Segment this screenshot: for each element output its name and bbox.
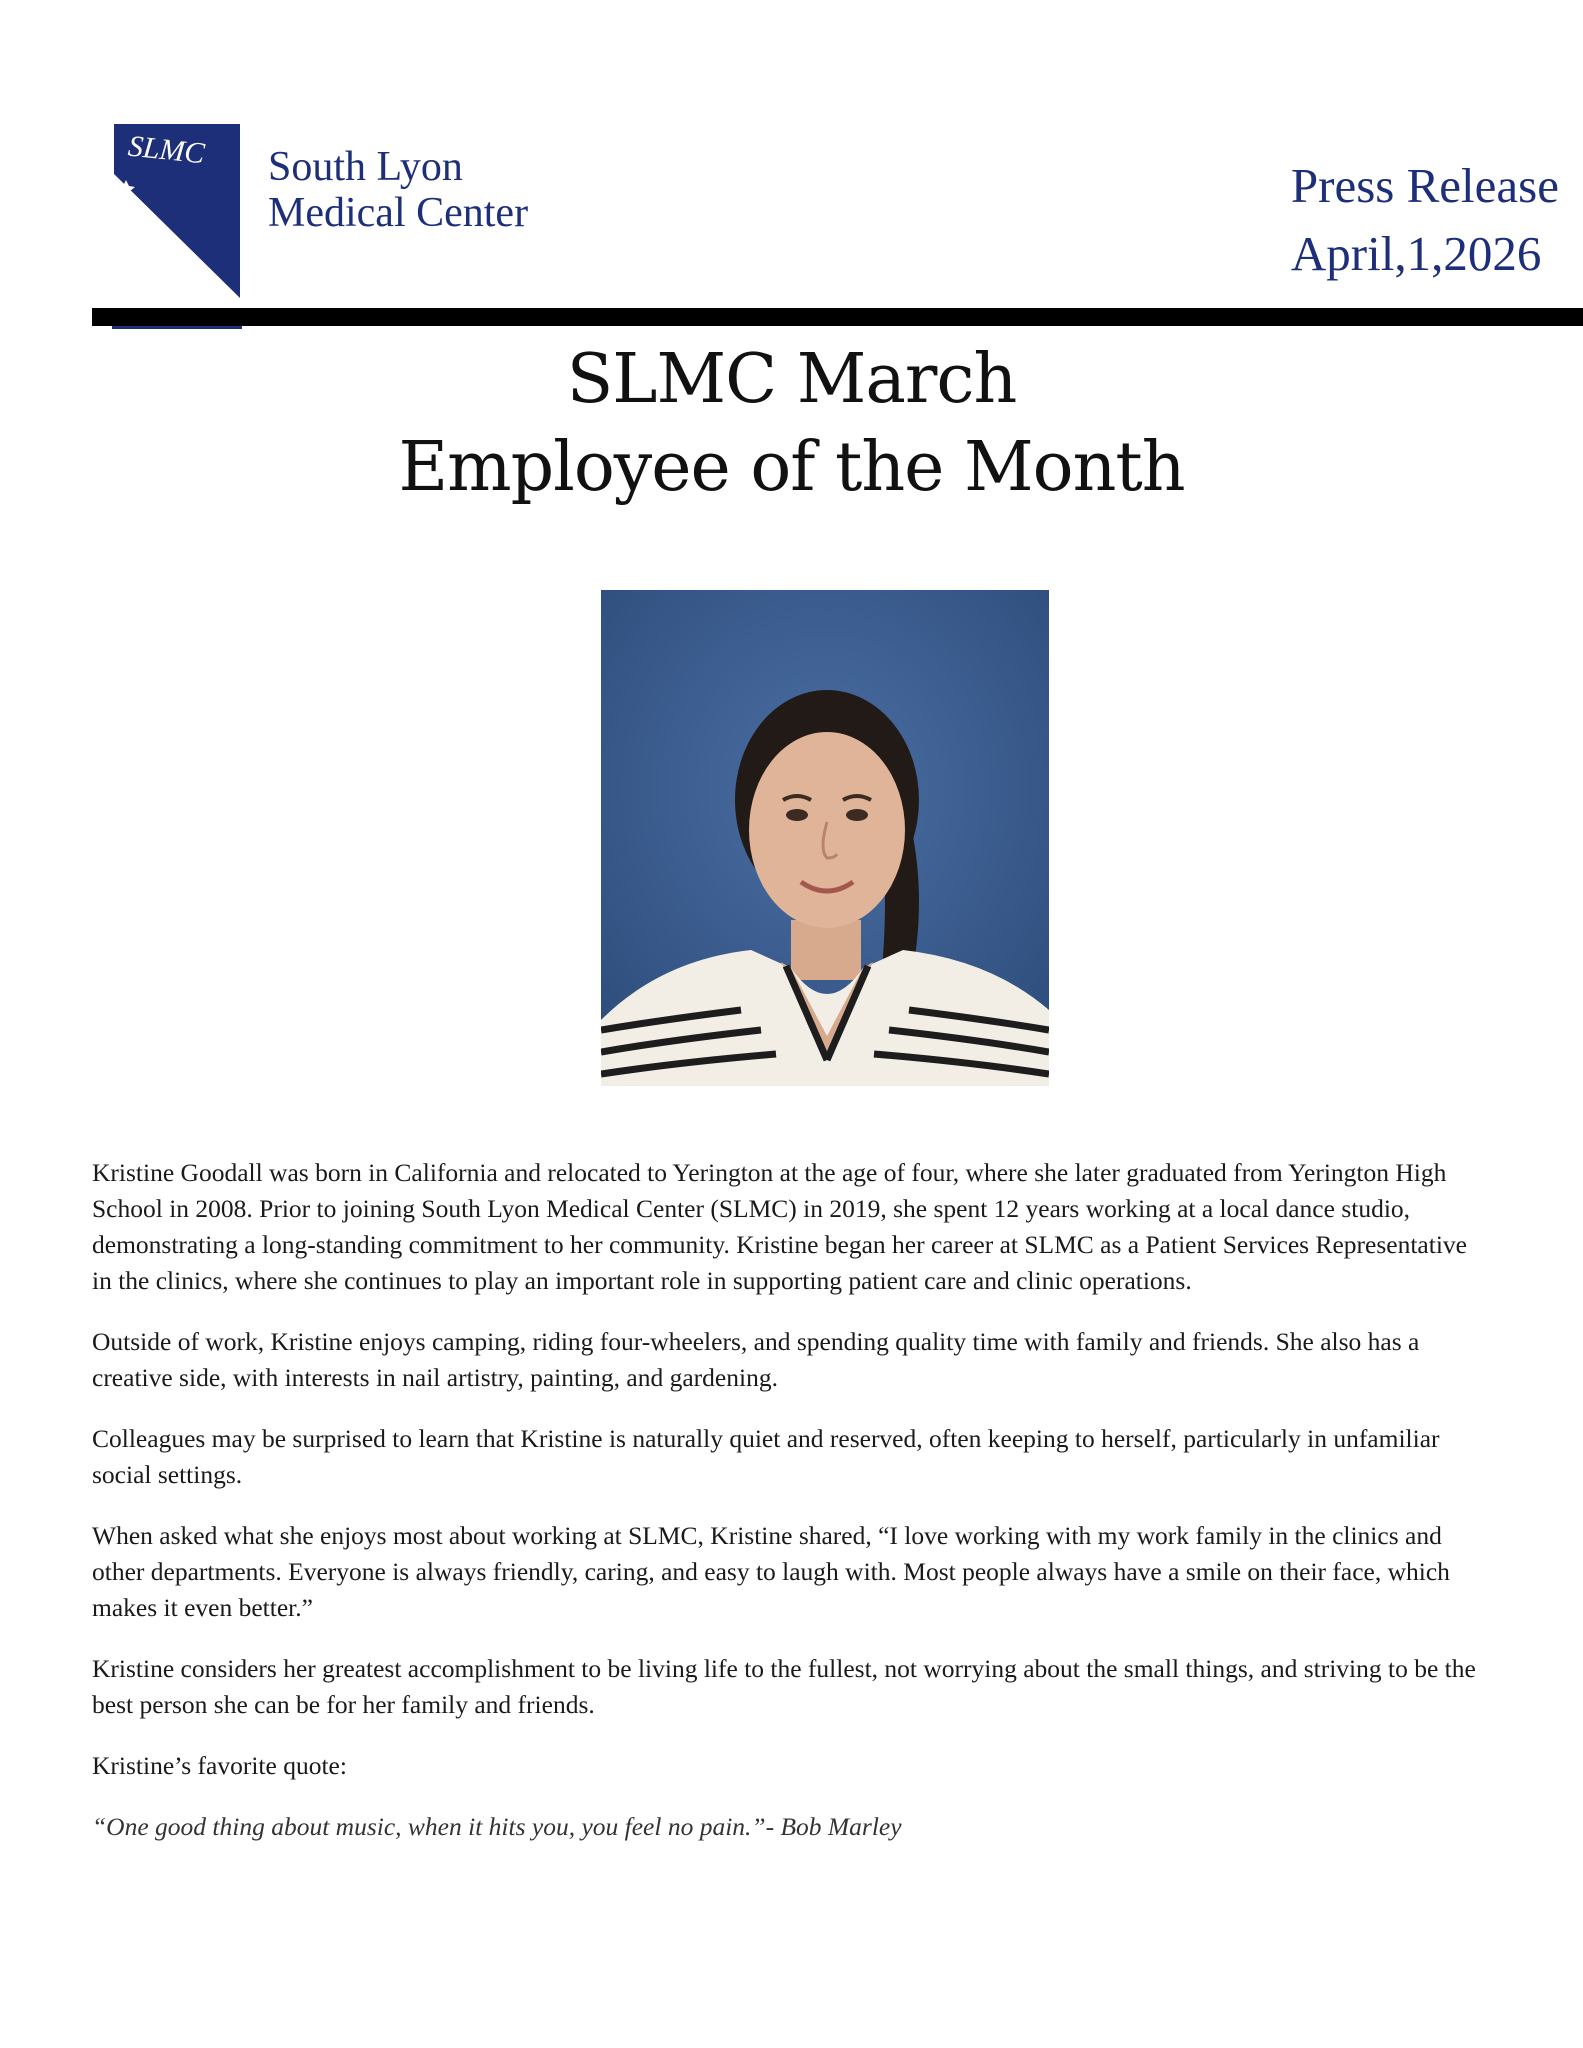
press-release-block [1291, 152, 1559, 288]
org-name-line2: Medical Center [268, 190, 529, 236]
article-body [92, 1155, 1492, 1870]
page-title-line1: SLMC March [566, 340, 1017, 419]
release-date: April,1,2026 [1290, 226, 1542, 281]
article-paragraph: Kristine Goodall was born in California and relocated to Yerington at the age of four, where she later graduated from Yerington High School in 2008. Prior to joining South Lyon Medical Center (SLMC) in 2019, she spent 12 years working at a local dance studio, demonstrating a long-standing commitment to her community. Kristine began her career at SLMC as a Patient Services Representative in the clinics, where she continues to play an important role in supporting patient care and clinic operations. [92, 1158, 1467, 1295]
favorite-quote: “One good thing about music, when it hits you, you feel no pain.”- Bob Marley [92, 1812, 902, 1841]
article-paragraph: Kristine considers her greatest accomplishment to be living life to the fullest, not worrying about the small things, and striving to be the best person she can be for her family and friends. [92, 1654, 1476, 1719]
article-paragraph: Outside of work, Kristine enjoys camping, riding four-wheelers, and spending quality time with family and friends. She also has a creative side, with interests in nail artistry, painting, and gardening. [92, 1327, 1420, 1392]
slmc-logo [112, 120, 242, 300]
header-divider-accent [112, 326, 242, 329]
press-release-label: Press Release [1290, 158, 1559, 213]
page-title [0, 336, 1583, 512]
org-name-line1: South Lyon [268, 144, 463, 190]
article-paragraph: When asked what she enjoys most about working at SLMC, Kristine shared, “I love working with my work family in the clinics and other departments. Everyone is always friendly, caring, and easy to laugh with. Most people always have a smile on their face, which makes it even better.” [92, 1521, 1450, 1622]
favorite-quote-label: Kristine’s favorite quote: [92, 1751, 347, 1780]
employee-photo [601, 590, 1049, 1086]
article-paragraph: Colleagues may be surprised to learn that Kristine is naturally quiet and reserved, often keeping to herself, particularly in unfamiliar social settings. [92, 1424, 1440, 1489]
logo-text: SLMC [126, 129, 207, 171]
org-name [268, 144, 528, 236]
page-title-line2: Employee of the Month [398, 428, 1185, 507]
header-divider [92, 308, 1583, 326]
